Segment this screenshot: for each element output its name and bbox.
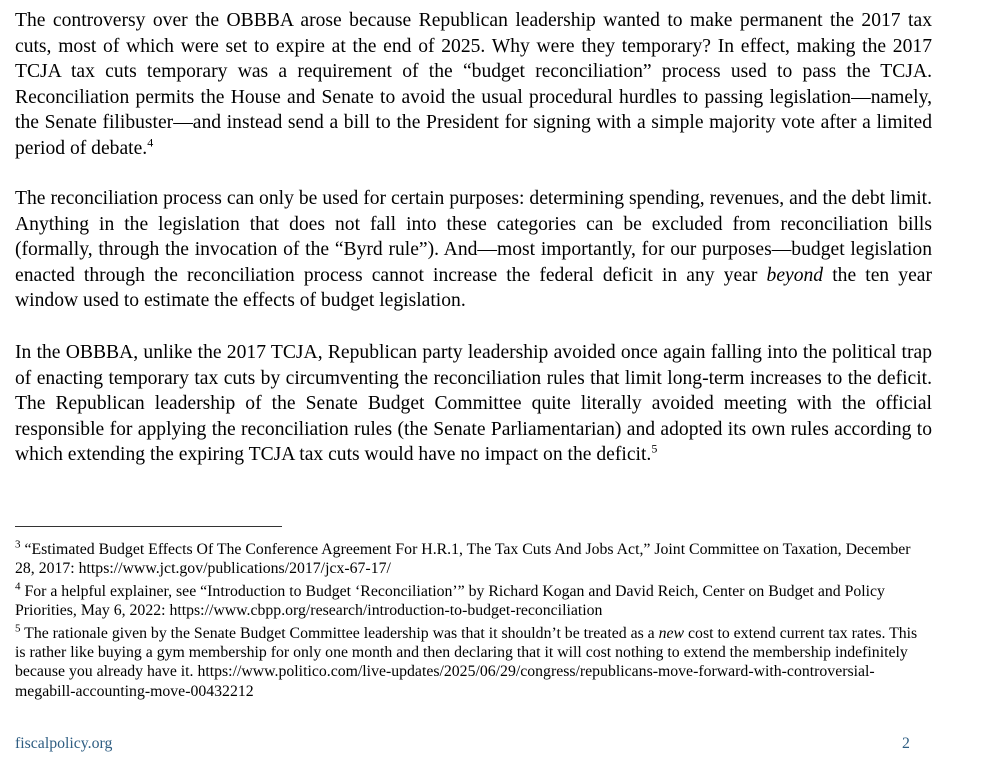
footnote-3-text: “Estimated Budget Effects Of The Conference Agreement For H.R.1, The Tax Cuts And Jobs Act,” Joint Committee on Taxation, December 28, 2017: https://www.jct.gov/publications/2017/jcx-67-17/ bbox=[15, 541, 911, 578]
footnote-3 bbox=[15, 540, 920, 578]
footer-site-link[interactable]: fiscalpolicy.org bbox=[15, 735, 113, 752]
footnote-5-mark: 5 bbox=[15, 622, 21, 635]
paragraph-2-emphasis: beyond bbox=[766, 264, 824, 286]
paragraph-2-text-after: the ten year window used to estimate the effects of budget legislation. bbox=[15, 264, 932, 312]
footnote-4-mark: 4 bbox=[15, 580, 21, 593]
footnote-divider bbox=[15, 526, 282, 527]
footnote-4-text: For a helpful explainer, see “Introduction to Budget ‘Reconciliation’” by Richard Kogan and David Reich, Center on Budget and Policy Priorities, May 6, 2022: https://www.cbpp.org/research/introduction-to-budget-reconciliation bbox=[15, 583, 885, 620]
footnote-5-text-before: The rationale given by the Senate Budget Committee leadership was that it shouldn’t be treated as a bbox=[20, 625, 659, 642]
paragraph-1-text: The controversy over the OBBBA arose because Republican leadership wanted to make permanent the 2017 tax cuts, most of which were set to expire at the end of 2025. Why were they temporary? In effect, making the 2017 TCJA tax cuts temporary was a requirement of the “budget reconciliation” process used to pass the TCJA. Reconciliation permits the House and Senate to avoid the usual procedural hurdles to passing legislation—namely, the Senate filibuster—and instead send a bill to the President for signing with a simple majority vote after a limited period of debate. bbox=[15, 10, 932, 159]
paragraph-2 bbox=[15, 186, 932, 314]
footnote-3-mark: 3 bbox=[15, 538, 21, 551]
footnote-ref-5[interactable]: 5 bbox=[651, 441, 658, 456]
footnote-5-emphasis: new bbox=[658, 625, 685, 642]
paragraph-3 bbox=[15, 340, 932, 468]
footnote-5-text-after: cost to extend current tax rates. This is rather like buying a gym membership for only one month and then declaring that it will cost nothing to extend the membership indefinitely because you already have it. https://www.politico.com/live-updates/2025/06/29/congress/republicans-move-forward-with-controversial-megabill-accounting-move-00432212 bbox=[15, 625, 918, 700]
paragraph-3-text: In the OBBBA, unlike the 2017 TCJA, Republican party leadership avoided once again falling into the political trap of enacting temporary tax cuts by circumventing the reconciliation rules that limit long-term increases to the deficit. The Republican leadership of the Senate Budget Committee quite literally avoided meeting with the official responsible for applying the reconciliation rules (the Senate Parliamentarian) and adopted its own rules according to which extending the expiring TCJA tax cuts would have no impact on the deficit. bbox=[15, 342, 932, 466]
paragraph-2-text-before: The reconciliation process can only be used for certain purposes: determining spending, revenues, and the debt limit. Anything in the legislation that does not fall into these categories can be excluded from reconciliation bills (formally, through the invocation of the “Byrd rule”). And—most importantly, for our purposes—budget legislation enacted through the reconciliation process cannot increase the federal deficit in any year bbox=[15, 188, 932, 286]
footnote-4 bbox=[15, 582, 920, 620]
paragraph-1 bbox=[15, 8, 932, 162]
footer-page-number: 2 bbox=[902, 735, 910, 752]
footnote-5 bbox=[15, 624, 920, 701]
footnote-ref-4[interactable]: 4 bbox=[147, 135, 154, 150]
